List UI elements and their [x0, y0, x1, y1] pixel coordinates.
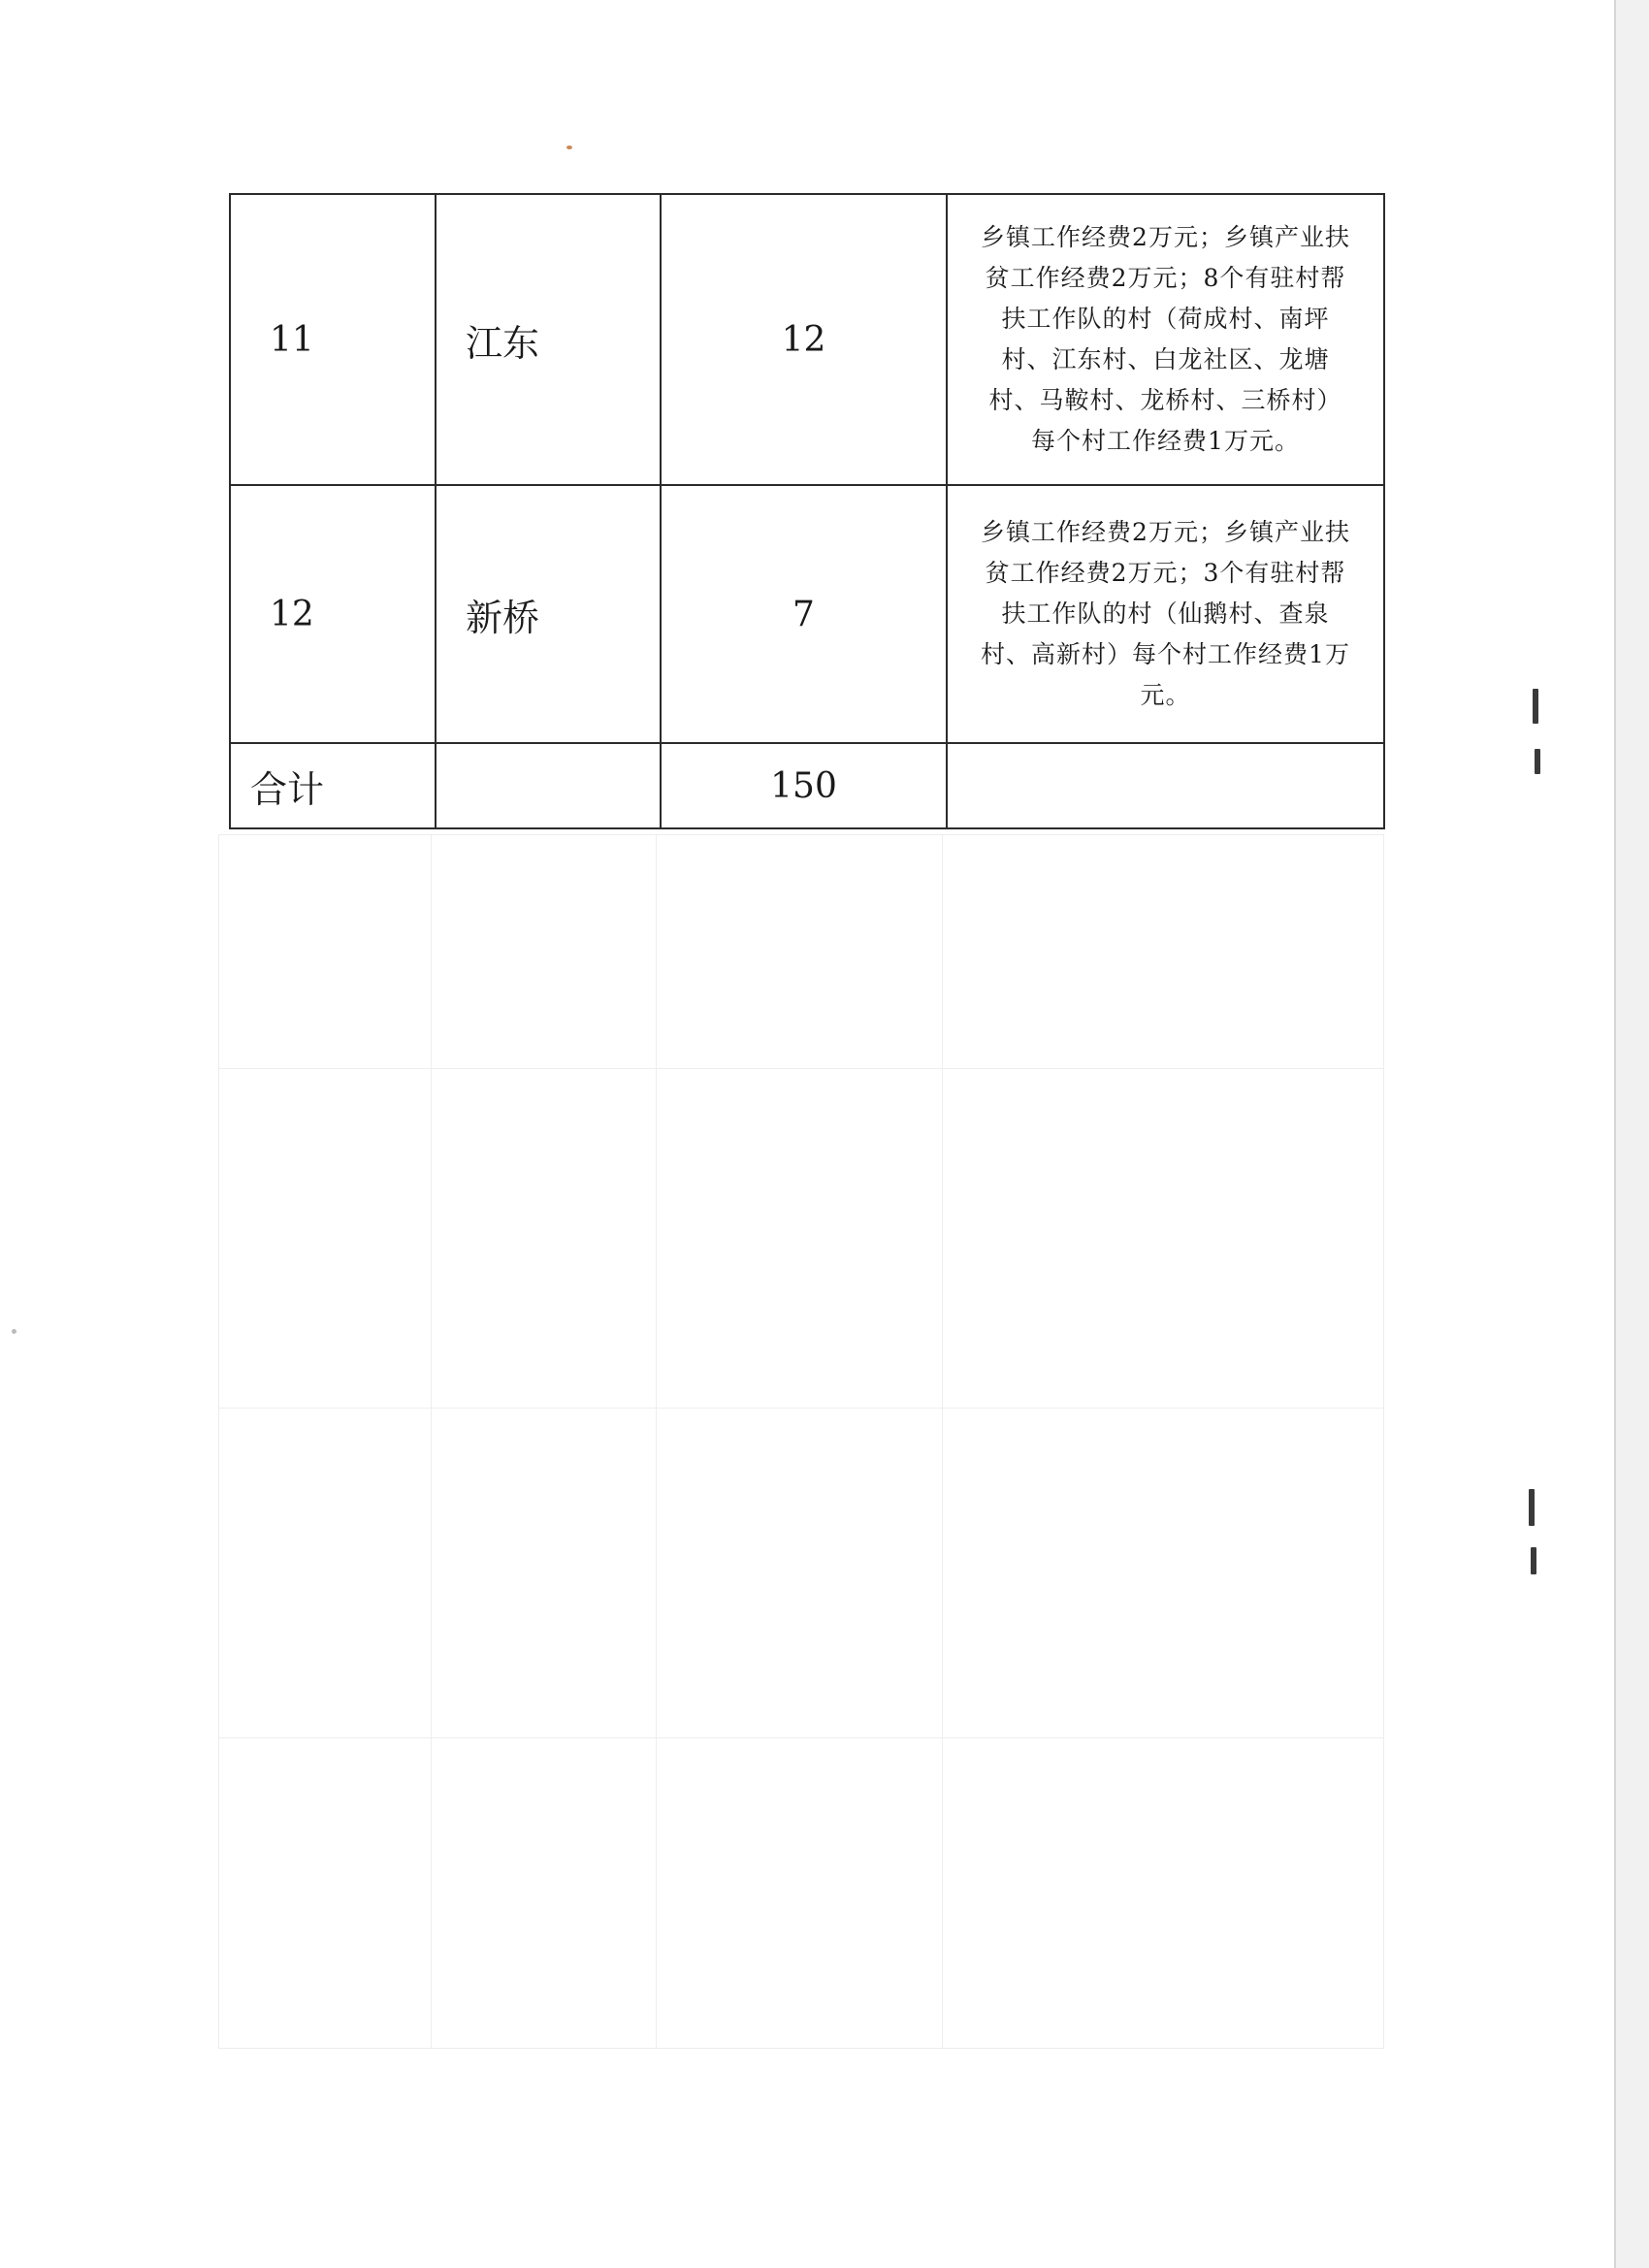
binding-mark	[1529, 1489, 1535, 1526]
fund-amount: 12	[661, 194, 947, 485]
total-row	[230, 743, 1384, 828]
row-number: 12	[230, 485, 436, 743]
binding-mark	[1531, 1547, 1536, 1574]
table-row	[230, 485, 1384, 743]
paper-speck	[566, 146, 572, 149]
paper-edge	[1614, 0, 1616, 2268]
town-name: 江东	[436, 194, 661, 485]
empty-cell	[947, 743, 1384, 828]
fund-note: 乡镇工作经费2万元；乡镇产业扶贫工作经费2万元；3个有驻村帮扶工作队的村（仙鹅村、查泉村、高新村）每个村工作经费1万元。	[947, 485, 1384, 743]
total-label: 合计	[230, 743, 436, 828]
funding-table	[229, 193, 1385, 829]
table-row	[230, 194, 1384, 485]
town-name: 新桥	[436, 485, 661, 743]
binding-mark	[1535, 749, 1540, 774]
fund-note: 乡镇工作经费2万元；乡镇产业扶贫工作经费2万元；8个有驻村帮扶工作队的村（荷成村、南坪村、江东村、白龙社区、龙塘村、马鞍村、龙桥村、三桥村）每个村工作经费1万元。	[947, 194, 1384, 485]
paper-speck	[12, 1329, 16, 1334]
binding-mark	[1533, 689, 1538, 724]
paper-shadow	[1616, 0, 1649, 2268]
fund-amount: 7	[661, 485, 947, 743]
row-number: 11	[230, 194, 436, 485]
bleed-through-table	[218, 834, 1384, 2049]
total-amount: 150	[661, 743, 947, 828]
empty-cell	[436, 743, 661, 828]
